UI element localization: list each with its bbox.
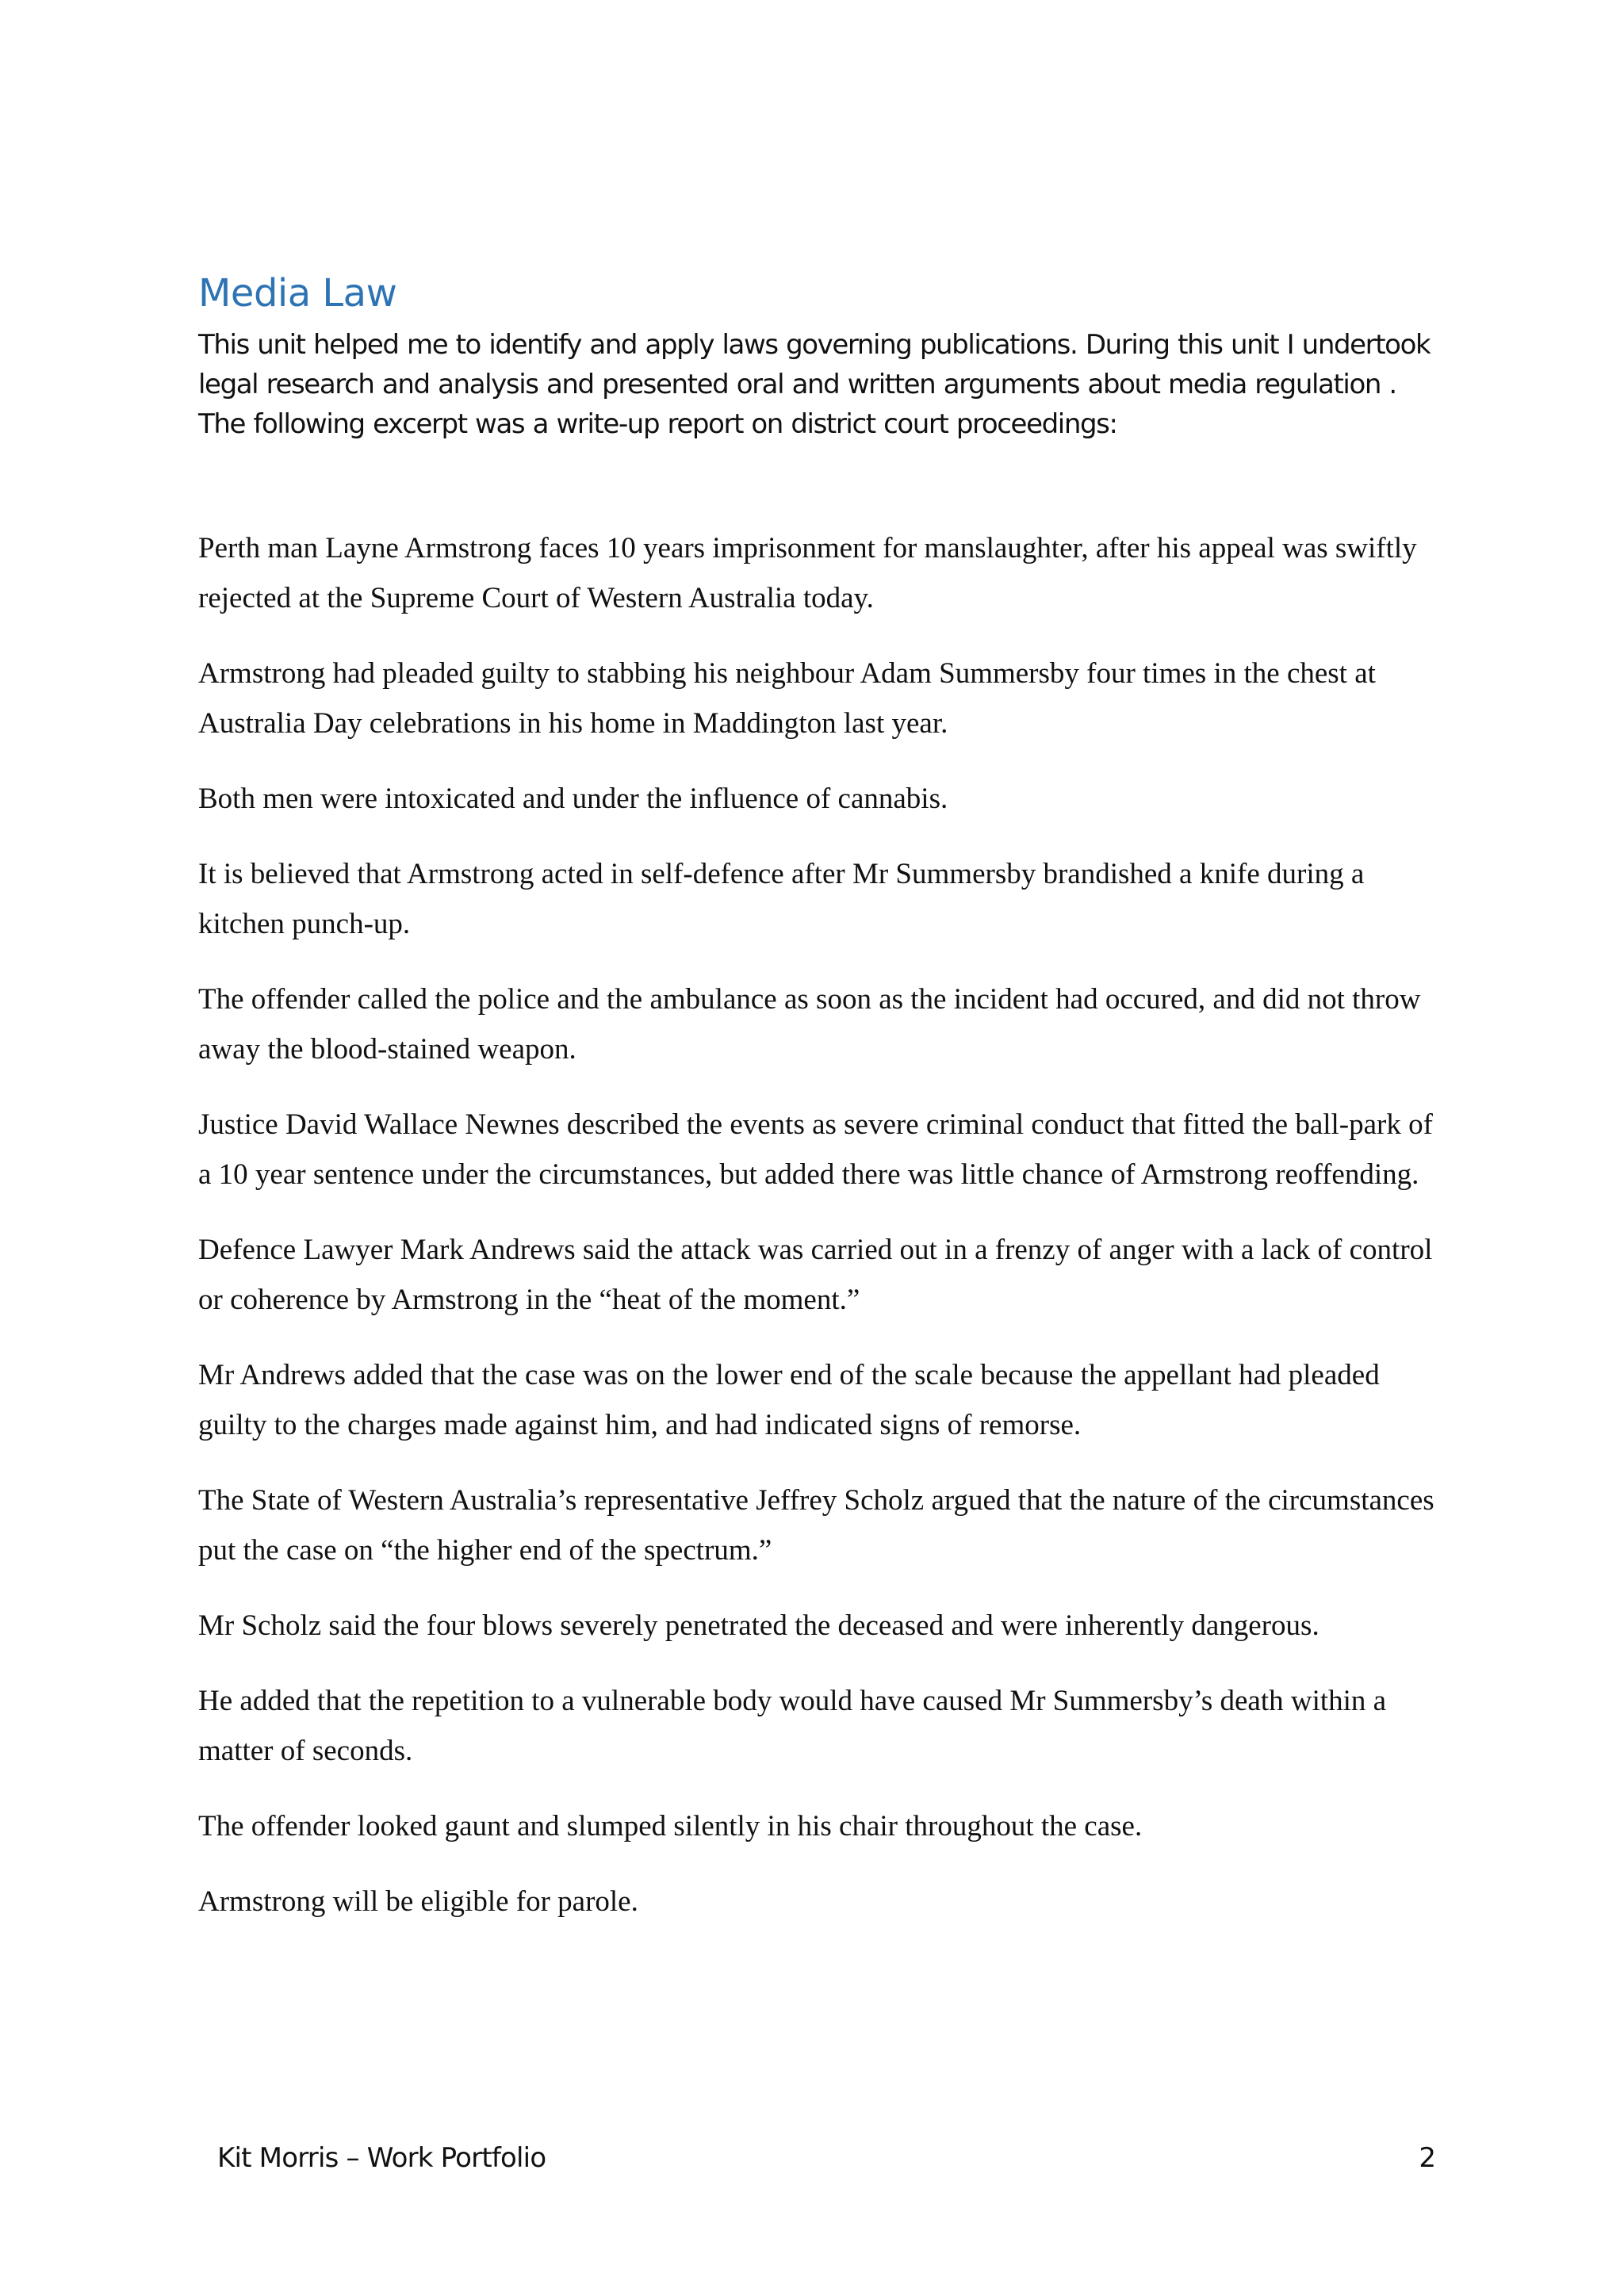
article-paragraph: Armstrong had pleaded guilty to stabbing his neighbour Adam Summersby four times in the chest at Australia Day celebrations in his home in Maddington last year.	[198, 657, 1376, 740]
article-paragraph: Both men were intoxicated and under the influence of cannabis.	[198, 783, 948, 815]
article-paragraph: Mr Andrews added that the case was on the lower end of the scale because the appellant had pleaded guilty to the charges made against him, and had indicated signs of remorse.	[198, 1359, 1380, 1441]
article-paragraph: Defence Lawyer Mark Andrews said the attack was carried out in a frenzy of anger with a lack of control or coherence by Armstrong in the “heat of the moment.”	[198, 1234, 1433, 1316]
article-paragraph: The State of Western Australia’s representative Jeffrey Scholz argued that the nature of the circumstances put the case on “the higher end of the spectrum.”	[198, 1484, 1434, 1567]
footer-portfolio-title: Kit Morris – Work Portfolio	[217, 2142, 546, 2174]
article-body	[198, 523, 1435, 1952]
article-paragraph: The offender looked gaunt and slumped silently in his chair throughout the case.	[198, 1810, 1143, 1843]
footer-page-number: 2	[1419, 2142, 1436, 2174]
article-paragraph: The offender called the police and the ambulance as soon as the incident had occured, and did not throw away the blood-stained weapon.	[198, 983, 1421, 1066]
article-paragraph: Armstrong will be eligible for parole.	[198, 1885, 638, 1918]
article-paragraph: It is believed that Armstrong acted in self-defence after Mr Summersby brandished a knife during a kitchen punch-up.	[198, 858, 1365, 940]
article-paragraph: Perth man Layne Armstrong faces 10 years imprisonment for manslaughter, after his appeal was swiftly rejected at the Supreme Court of Western Australia today.	[198, 532, 1417, 614]
section-intro: This unit helped me to identify and apply laws governing publications. During this unit I undertook legal research and analysis and presented oral and written arguments about media regulation . The following excerpt was a write-up report on district court proceedings:	[198, 329, 1431, 440]
article-paragraph: Justice David Wallace Newnes described the events as severe criminal conduct that fitted the ball-park of a 10 year sentence under the circumstances, but added there was little chance of Armstrong reoffending.	[198, 1108, 1433, 1191]
article-paragraph: Mr Scholz said the four blows severely penetrated the deceased and were inherently dangerous.	[198, 1609, 1320, 1642]
article-paragraph: He added that the repetition to a vulnerable body would have caused Mr Summersby’s death within a matter of seconds.	[198, 1685, 1387, 1767]
section-heading: Media Law	[198, 271, 397, 316]
